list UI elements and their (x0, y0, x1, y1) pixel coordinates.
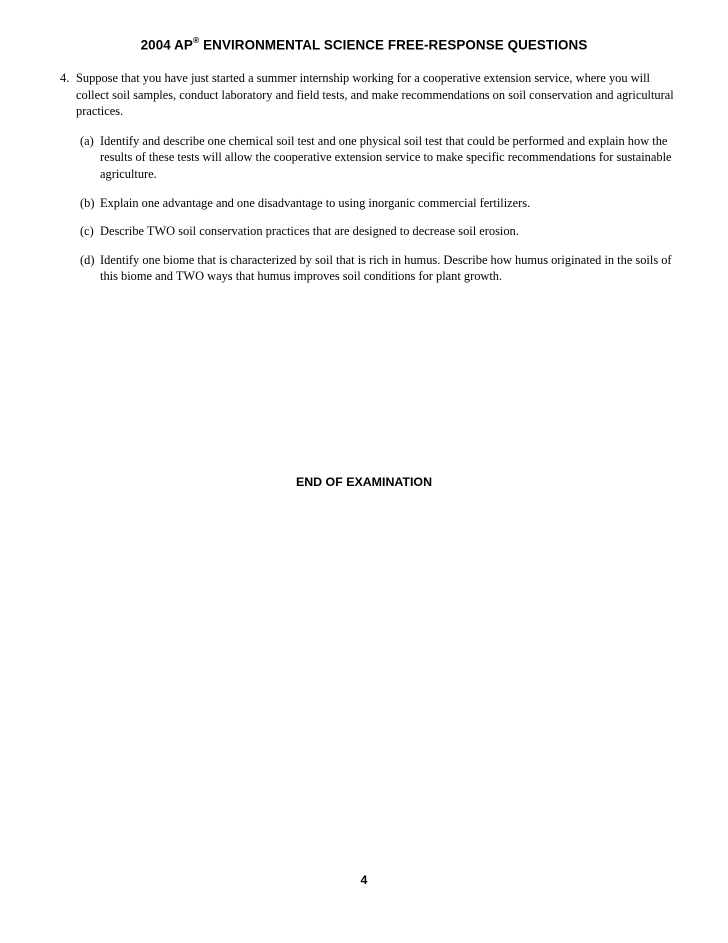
part-label: (c) (80, 224, 94, 239)
part-text: Describe TWO soil conservation practices that are designed to decrease soil erosion. (100, 224, 519, 239)
question-number: 4. (60, 71, 70, 85)
part-text: Explain one advantage and one disadvantage to using inorganic commercial fertilizers. (100, 195, 531, 210)
question-part-a (80, 133, 680, 183)
question-part-c (80, 223, 680, 240)
part-text: Identify one biome that is characterized by soil that is rich in humus. Describe how humus originated in the soils of this biome and TWO ways that humus improves soil conditions for plant growth. (100, 252, 672, 284)
page-number: 4 (360, 873, 368, 887)
part-label: (b) (80, 195, 95, 210)
header-title-suffix: ENVIRONMENTAL SCIENCE FREE-RESPONSE QUESTIONS (199, 37, 588, 53)
question-part-d (80, 252, 680, 285)
registered-mark: ® (192, 35, 200, 45)
question-parts (80, 133, 680, 285)
header-title-prefix: 2004 AP (140, 37, 193, 53)
question-4 (60, 70, 680, 297)
question-text: Suppose that you have just started a summer internship working for a cooperative extension service, where you will collect soil samples, conduct laboratory and field tests, and make recommendations on soil conservation and agricultural practices. (76, 71, 674, 119)
part-label: (d) (80, 252, 95, 267)
part-label: (a) (80, 133, 94, 148)
part-text: Identify and describe one chemical soil test and one physical soil test that could be performed and explain how the results of these tests will allow the cooperative extension service to make specific recommendations for sustainable agriculture. (100, 133, 672, 181)
end-of-examination: END OF EXAMINATION (295, 475, 433, 489)
question-part-b (80, 195, 680, 212)
page-header (0, 36, 728, 52)
